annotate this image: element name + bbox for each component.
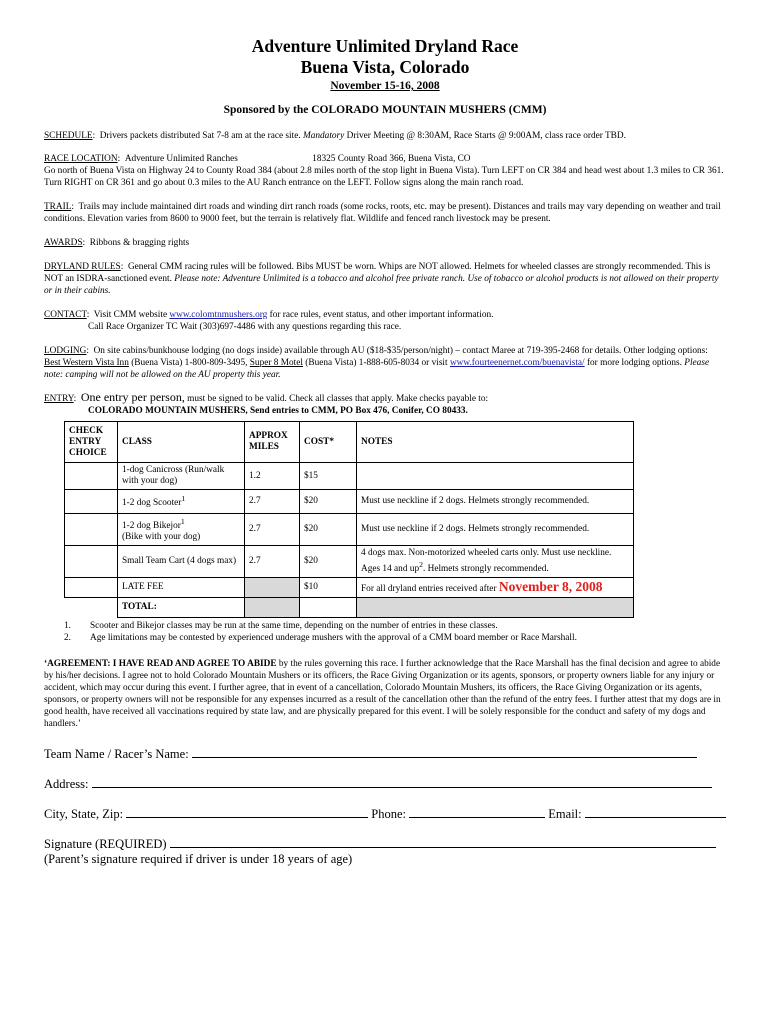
header-notes: NOTES xyxy=(357,422,634,463)
late-fee-cost: $10 xyxy=(300,578,357,598)
schedule-mandatory: Mandatory xyxy=(302,131,345,141)
lodging-inn1: Best Western Vista Inn xyxy=(44,358,129,368)
footnote-1 xyxy=(44,620,726,632)
lodging-text1: On site cabins/bunkhouse lodging (no dogs inside) available through AU ($18-$35/person/night) – contact Maree at 719-395-2468 for details. Other lodging options: xyxy=(93,346,708,356)
signature-row xyxy=(44,836,726,852)
class-subtitle: (Bike with your dog) xyxy=(122,532,201,543)
lodging-link[interactable]: www.fourteenernet.com/buenavista/ xyxy=(449,358,585,368)
table-row xyxy=(65,546,634,578)
footnote-text: Scooter and Bikejor classes may be run at the same time, depending on the number of entries in these classes. xyxy=(90,621,498,632)
total-row xyxy=(65,598,634,618)
trail-section: TRAIL: Trails may include maintained dirt roads and winding dirt ranch roads (some rocks, roots, etc. may be present). Distances and trails may vary depending on weather and trail conditions. Elevation varies from 8600 to 9000 feet, but the terrain is relatively flat. Wildlife and fenced ranch livestock may be present. xyxy=(44,202,721,224)
schedule-text2: Driver Meeting @ 8:30AM, Race Starts @ 9:00AM, class race order TBD. xyxy=(346,131,626,141)
cost-cell: $20 xyxy=(300,546,357,578)
lodging-inn2-info: (Buena Vista) 1-888-605-8034 or visit xyxy=(305,358,448,368)
miles-cell: 2.7 xyxy=(245,546,300,578)
late-fee-label: LATE FEE xyxy=(118,578,245,598)
awards-section: AWARDS: Ribbons & bragging rights xyxy=(44,238,190,248)
race-location-place: Adventure Unlimited Ranches xyxy=(124,154,238,164)
check-cell-scooter[interactable] xyxy=(65,490,118,514)
late-fee-text: For all dryland entries received after xyxy=(361,583,497,594)
total-cost-cell[interactable] xyxy=(300,598,357,618)
entry-section: ENTRY: One entry per person, must be signed to be valid. Check all classes that apply. Make checks payable to: COLORADO MOUNTAIN MUSHERS, Send entries to CMM, PO Box 476, Conifer, CO 80433. xyxy=(44,391,726,417)
phone-label: Phone: xyxy=(371,807,407,822)
table-row xyxy=(65,514,634,546)
city-phone-email-row xyxy=(44,806,726,822)
table-header-row xyxy=(65,422,634,463)
lodging-inn2: Super 8 Motel xyxy=(249,358,303,368)
schedule-label: SCHEDULE xyxy=(44,131,93,141)
lodging-label: LODGING xyxy=(44,346,87,356)
check-cell-team-cart[interactable] xyxy=(65,546,118,578)
address-field[interactable] xyxy=(92,776,712,788)
entry-big: One entry per person, xyxy=(80,390,185,404)
team-name-label: Team Name / Racer’s Name: xyxy=(44,747,189,762)
race-location-directions: Go north of Buena Vista on Highway 24 to County Road 384 (about 2.8 miles north of the stop light in Buena Vista). Turn LEFT on CR 384 and head west about 1.3 miles to CR 361. Turn RIGHT on CR 361 and go about 0.3 miles to the AU Ranch entrance on the LEFT. Follow signs along the main ranch road. xyxy=(44,166,724,188)
email-label: Email: xyxy=(548,807,582,822)
entry-table xyxy=(64,421,634,618)
entry-text: must be signed to be valid. Check all classes that apply. Make checks payable to: xyxy=(187,394,489,404)
awards-text: Ribbons & bragging rights xyxy=(89,238,190,248)
late-fee-row xyxy=(65,578,634,598)
class-name: 1-2 dog Scooter xyxy=(122,498,182,509)
agreement-paragraph xyxy=(44,658,726,730)
signature-label: Signature (REQUIRED) xyxy=(44,837,167,852)
schedule-section: SCHEDULE: Drivers packets distributed Sat 7-8 am at the race site. Mandatory Driver Meeting @ 8:30AM, Race Starts @ 9:00AM, class race order TBD. xyxy=(44,131,626,141)
team-name-field[interactable] xyxy=(192,746,697,758)
footnote-ref: 1 xyxy=(181,494,186,504)
table-row xyxy=(65,463,634,490)
notes-cell xyxy=(357,546,634,578)
total-label: TOTAL: xyxy=(118,598,245,618)
email-field[interactable] xyxy=(585,806,726,818)
notes-text: 4 dogs max. Non-motorized wheeled carts only. Must use neckline. Ages 14 and up xyxy=(361,548,612,575)
check-cell-late-fee[interactable] xyxy=(65,578,118,598)
check-cell-canicross[interactable] xyxy=(65,463,118,490)
miles-cell: 1.2 xyxy=(245,463,300,490)
registration-form-page xyxy=(44,36,726,867)
dryland-rules-text: General CMM racing rules will be followed. Bibs MUST be worn. Whips are NOT allowed. Helmets for wheeled classes are strongly recommended. This is NOT an ISDRA-sanctioned event. xyxy=(44,262,711,284)
team-name-row xyxy=(44,746,726,762)
race-location-section: RACE LOCATION: Adventure Unlimited Ranches 18325 County Road 366, Buena Vista, CO Go north of Buena Vista on Highway 24 to County Road 384 (about 2.8 miles north of the stop light in Buena Vista). Turn LEFT on CR 384 and head west about 1.3 miles to CR 361. Turn RIGHT on CR 361 and go about 0.3 miles to the AU Ranch entrance on the LEFT. Follow signs along the main ranch road. xyxy=(44,154,724,188)
trail-label: TRAIL xyxy=(44,202,72,212)
lodging-section: LODGING: On site cabins/bunkhouse lodging (no dogs inside) available through AU ($18-$35/person/night) – contact Maree at 719-395-2468 for details. Other lodging options: Best Western Vista Inn (Buena Vista) 1-800-809-3495, Super 8 Motel (Buena Vista) 1-888-605-8034 or visit www.fourteenernet.com/buenavista/ for more lodging options. Please note: camping will not be allowed on the AU property this year. xyxy=(44,346,710,380)
schedule-text1: Drivers packets distributed Sat 7-8 am at the race site. xyxy=(99,131,301,141)
footnote-ref: 1 xyxy=(180,517,185,526)
signature-field[interactable] xyxy=(170,836,716,848)
contact-organizer: Call Race Organizer TC Wait (303)697-4486 with any questions regarding this race. xyxy=(88,322,402,332)
cmm-website-link[interactable]: www.colomtnmushers.org xyxy=(169,310,268,320)
lodging-text2: for more lodging options. xyxy=(586,358,682,368)
class-cell xyxy=(118,490,245,514)
class-cell: Small Team Cart (4 dogs max) xyxy=(118,546,245,578)
cost-cell: $20 xyxy=(300,490,357,514)
parent-note: (Parent’s signature required if driver is under 18 years of age) xyxy=(44,852,353,867)
late-fee-miles-blank xyxy=(245,578,300,598)
cost-cell: $15 xyxy=(300,463,357,490)
header-cost: COST* xyxy=(300,422,357,463)
class-cell xyxy=(118,514,245,546)
header-miles: APPROX MILES xyxy=(245,422,300,463)
lodging-note: Please note: camping will not be allowed on the AU property this year. xyxy=(44,358,710,380)
late-fee-notes xyxy=(357,578,634,598)
total-notes-blank xyxy=(357,598,634,618)
total-spacer xyxy=(65,598,118,618)
footnote-num: 2. xyxy=(64,633,71,644)
awards-label: AWARDS xyxy=(44,238,83,248)
address-row xyxy=(44,776,726,792)
cost-cell: $20 xyxy=(300,514,357,546)
header-check: CHECK ENTRY CHOICE xyxy=(65,422,118,463)
race-location-title: Buena Vista, Colorado xyxy=(300,57,470,77)
phone-field[interactable] xyxy=(409,806,545,818)
lodging-inn1-info: (Buena Vista) 1-800-809-3495, xyxy=(131,358,248,368)
race-title: Adventure Unlimited Dryland Race xyxy=(251,36,519,56)
miles-cell: 2.7 xyxy=(245,490,300,514)
notes-cell xyxy=(357,463,634,490)
entry-label: ENTRY xyxy=(44,394,74,404)
contact-text1: Visit CMM website xyxy=(93,310,168,320)
total-miles-blank xyxy=(245,598,300,618)
race-location-label: RACE LOCATION xyxy=(44,154,118,164)
class-name: 1-2 dog Bikejor xyxy=(122,521,181,532)
contact-text2: for race rules, event status, and other important information. xyxy=(269,310,494,320)
footnote-text: Age limitations may be contested by experienced underage mushers with the approval of a CMM board member or Race Marshall. xyxy=(90,633,577,644)
class-cell: 1-dog Canicross (Run/walk with your dog) xyxy=(118,463,245,490)
agreement-text: by the rules governing this race. I further acknowledge that the Race Marshall has the final decision and agree to abide by his/her decisions. I agree not to hold Colorado Mountain Mushers or its officers, the Race Giving Organization or its agents, sponsors, or property owners liable for any injury or accident, which may occur during this event. I further agree, that in event of a cancellation, Colorado Mountain Mushers, its officers, the Race Giving Organization or its agents, sponsors, or property owners will not be responsible for any expenses incurred as a result of the cancellation other than the refund of the entry fees. I further attest that my dogs are in good health, have received all vaccinations required by state law, and are physically prepared for this event. I will be solely responsible for the conduct and safety of my dogs and handlers.’ xyxy=(44,659,721,730)
footnotes xyxy=(44,620,726,644)
city-field[interactable] xyxy=(126,806,368,818)
address-label: Address: xyxy=(44,777,89,792)
late-fee-date: November 8, 2008 xyxy=(498,578,603,594)
city-label: City, State, Zip: xyxy=(44,807,124,822)
footnote-2 xyxy=(44,632,726,644)
sponsor-line: Sponsored by the COLORADO MOUNTAIN MUSHERS (CMM) xyxy=(223,104,547,116)
notes-text2: . Helmets strongly recommended. xyxy=(422,564,549,575)
check-cell-bikejor[interactable] xyxy=(65,514,118,546)
contact-section: CONTACT: Visit CMM website www.colomtnmushers.org for race rules, event status, and other important information. Call Race Organizer TC Wait (303)697-4486 with any questions regarding this race. xyxy=(44,309,726,333)
entry-payee: COLORADO MOUNTAIN MUSHERS, Send entries to CMM, PO Box 476, Conifer, CO 80433. xyxy=(88,406,468,416)
table-row xyxy=(65,490,634,514)
header-class: CLASS xyxy=(118,422,245,463)
miles-cell: 2.7 xyxy=(245,514,300,546)
dryland-rules-section: DRYLAND RULES: General CMM racing rules will be followed. Bibs MUST be worn. Whips are NOT allowed. Helmets for wheeled classes are strongly recommended. This is NOT an ISDRA-sanctioned event. Please note: Adventure Unlimited is a tobacco and alcohol free private ranch. Use of tobacco or alcohol products is not allowed on their property or in their cabins. xyxy=(44,262,719,296)
dryland-rules-label: DRYLAND RULES xyxy=(44,262,121,272)
footnote-ref: 2 xyxy=(419,560,423,570)
trail-text: Trails may include maintained dirt roads and winding dirt ranch roads (some rocks, roots, etc. may be present). Distances and trails may vary depending on weather and trail conditions. Elevation varies from 8600 to 9000 feet, but the terrain is relatively flat. Wildlife and fenced ranch livestock may be present. xyxy=(44,202,721,224)
notes-cell: Must use neckline if 2 dogs. Helmets strongly recommended. xyxy=(357,514,634,546)
contact-label: CONTACT xyxy=(44,310,87,320)
race-dates: November 15-16, 2008 xyxy=(330,80,440,92)
footnote-num: 1. xyxy=(64,621,71,632)
race-location-address: 18325 County Road 366, Buena Vista, CO xyxy=(312,154,471,164)
notes-cell: Must use neckline if 2 dogs. Helmets strongly recommended. xyxy=(357,490,634,514)
dryland-rules-note: Please note: Adventure Unlimited is a tobacco and alcohol free private ranch. Use of tobacco or alcohol products is not allowed on their property or in their cabins. xyxy=(44,274,719,296)
agreement-heading: ‘AGREEMENT: I HAVE READ AND AGREE TO ABIDE xyxy=(44,659,277,670)
